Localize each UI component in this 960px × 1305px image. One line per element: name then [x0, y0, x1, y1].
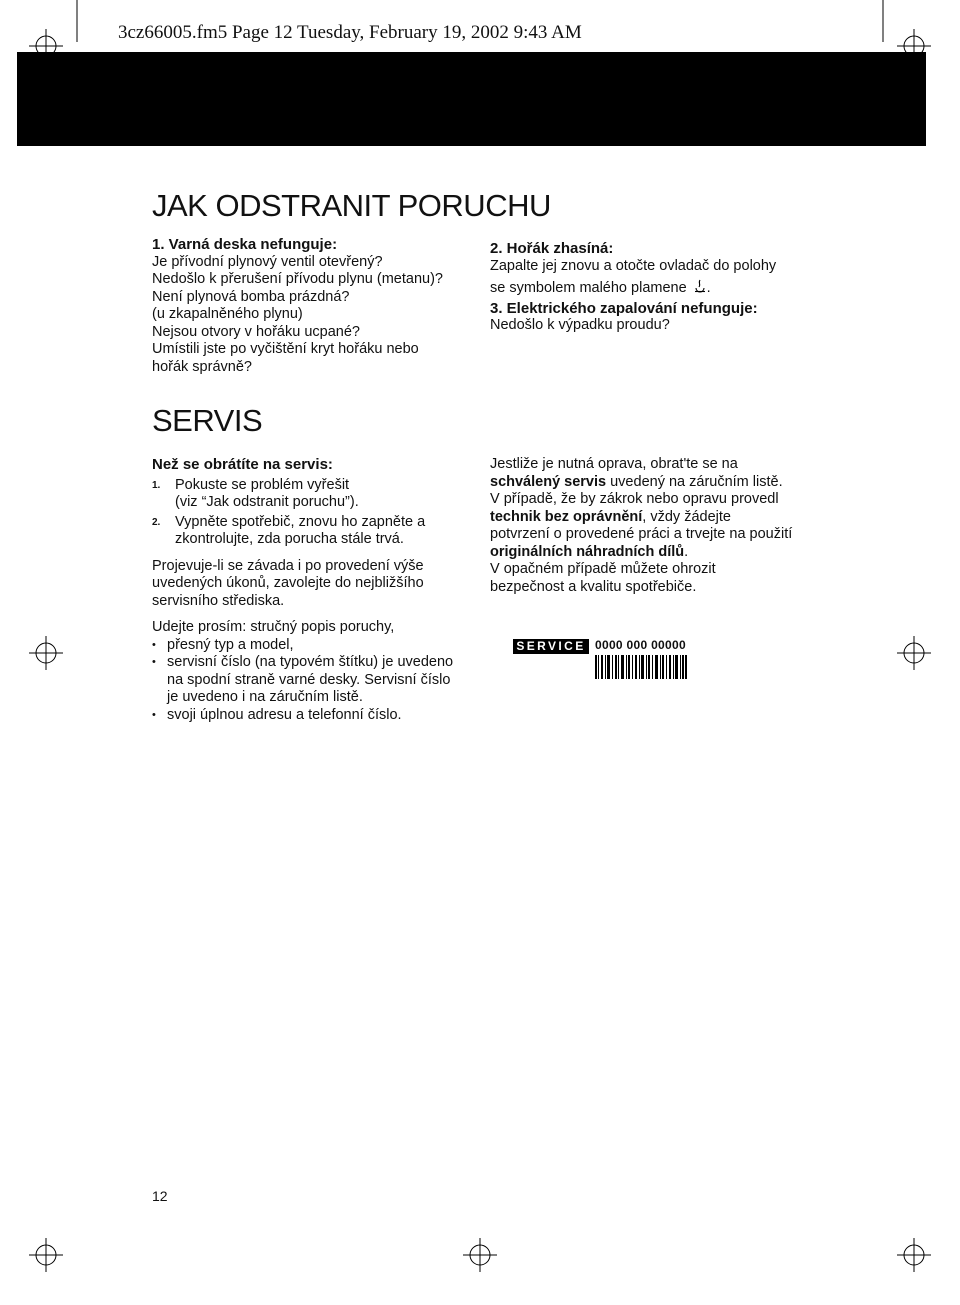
step-1: 1. Pokuste se problém vyřešit — [152, 476, 350, 493]
page-number: 12 — [152, 1188, 168, 1204]
crop-mark — [882, 0, 884, 42]
black-header-band — [17, 52, 926, 146]
service-right-column — [490, 456, 830, 596]
text-line: na spodní straně varné desky. Servisní číslo — [167, 671, 451, 688]
troubleshoot-section-1 — [152, 236, 472, 376]
text-line: Nedošlo k výpadku proudu? — [490, 317, 670, 333]
small-flame-icon — [693, 279, 707, 293]
text-line: V opačném případě můžete ohrozit — [490, 561, 716, 577]
text-line: Nedošlo k přerušení přívodu plynu (metanu)? — [152, 271, 443, 287]
text-line: Jestliže je nutná oprava, obrat'te se na — [490, 456, 738, 472]
text-line: se symbolem malého plamene . — [490, 280, 711, 296]
text-line: schválený servis uvedený na záručním listě. — [490, 473, 783, 490]
list-item: • přesný typ a model, — [152, 637, 472, 655]
registration-mark-icon — [897, 636, 931, 670]
text-line: (u zkapalněného plynu) — [152, 306, 303, 322]
text-line: zkontrolujte, zda porucha stále trvá. — [175, 531, 404, 547]
service-number: 0000 000 00000 — [595, 638, 686, 652]
service-left-column — [152, 456, 472, 724]
service-title: SERVIS — [152, 403, 263, 438]
registration-mark-icon — [29, 29, 63, 63]
text-line: bezpečnost a kvalitu spotřebiče. — [490, 578, 697, 595]
troubleshoot-title: JAK ODSTRANIT PORUCHU — [152, 188, 551, 223]
text-line: Umístili jste po vyčištění kryt hořáku nebo — [152, 341, 419, 357]
step-2: 2. Vypněte spotřebič, znovu ho zapněte a — [152, 513, 426, 530]
registration-mark-icon — [897, 29, 931, 63]
list-item: • svoji úplnou adresu a telefonní číslo. — [152, 707, 472, 725]
print-header: 3cz66005.fm5 Page 12 Tuesday, February 19, 2002 9:43 AM — [118, 22, 582, 43]
text-line: Není plynová bomba prázdná? — [152, 288, 350, 305]
section-heading: Než se obrátíte na servis: — [152, 456, 333, 473]
text-line: Nejsou otvory v hořáku ucpané? — [152, 323, 360, 340]
text-line: (viz “Jak odstranit poruchu”). — [175, 494, 359, 510]
text-line: je uvedeno i na záručním listě. — [167, 689, 363, 705]
section-heading: 3. Elektrického zapalování nefunguje: — [490, 299, 758, 317]
text-line: hořák správně? — [152, 358, 252, 375]
text-line: Projevuje-li se závada i po provedení výše — [152, 557, 424, 574]
text-line: servisního střediska. — [152, 592, 285, 609]
troubleshoot-section-2 — [490, 240, 820, 335]
registration-mark-icon — [29, 1238, 63, 1272]
section-heading: 1. Varná deska nefunguje: — [152, 236, 338, 253]
text-line: potvrzení o provedené práci a trvejte na použití — [490, 526, 793, 542]
registration-mark-icon — [29, 636, 63, 670]
text-line: technik bez oprávnění, vždy žádejte — [490, 508, 731, 525]
text-line: uvedených úkonů, zavolejte do nejbližšího — [152, 575, 424, 591]
service-badge: SERVICE — [513, 639, 589, 654]
barcode-icon — [595, 655, 687, 679]
text-line: Zapalte jej znovu a otočte ovladač do polohy — [490, 257, 777, 274]
registration-mark-icon — [897, 1238, 931, 1272]
text-line: Udejte prosím: stručný popis poruchy, — [152, 619, 395, 635]
section-heading: 2. Hořák zhasíná: — [490, 240, 614, 257]
text-line: V případě, že by zákrok nebo opravu provedl — [490, 491, 779, 507]
list-item: • servisní číslo (na typovém štítku) je uvedeno — [152, 654, 472, 672]
registration-mark-icon — [463, 1238, 497, 1272]
text-line: Je přívodní plynový ventil otevřený? — [152, 253, 383, 270]
crop-mark — [76, 0, 78, 42]
text-line: originálních náhradních dílů. — [490, 543, 689, 560]
